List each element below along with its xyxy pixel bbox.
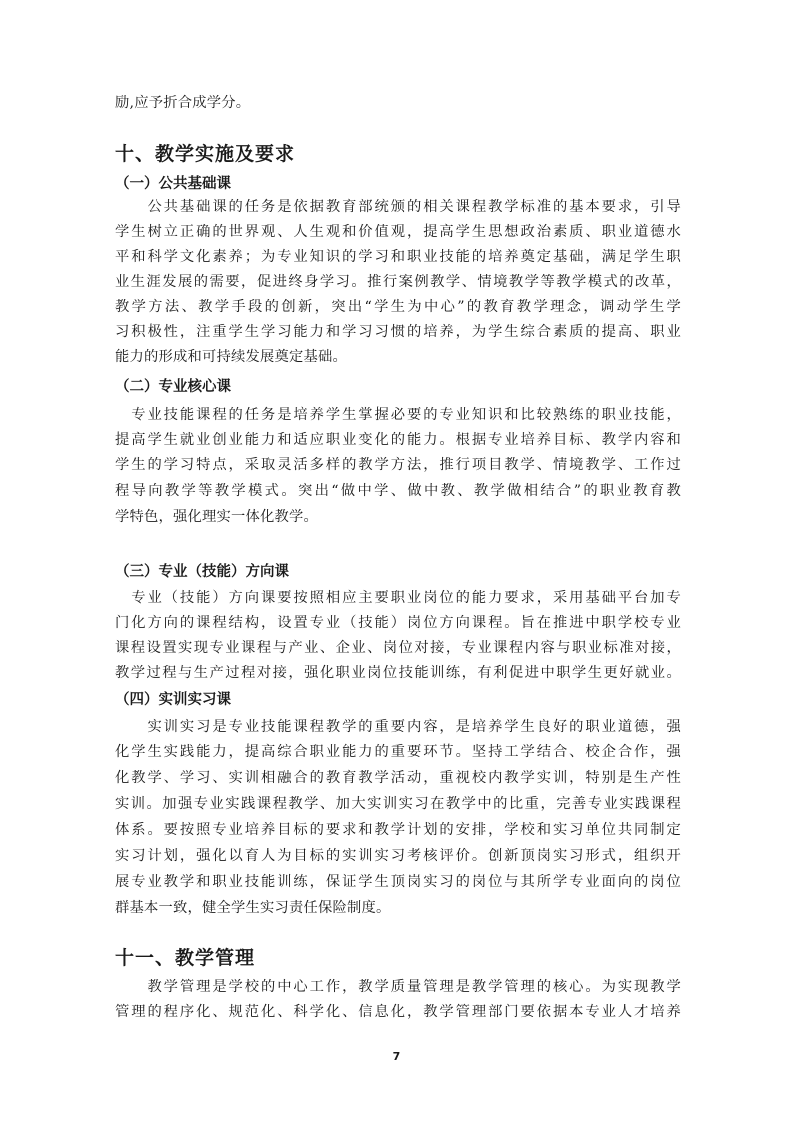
- paragraph-line: 教学方法、教学手段的创新，突出“学生为中心”的教育教学理念，调动学生学: [115, 299, 681, 315]
- paragraph-line: 教学管理是学校的中心工作，教学质量管理是教学管理的核心。为实现教学: [115, 979, 681, 995]
- paragraph-line: 提高学生就业创业能力和适应职业变化的能力。根据专业培养目标、教学内容和: [115, 432, 681, 448]
- paragraph-line: 教学过程与生产过程对接，强化职业岗位技能训练，有利促进中职学生更好就业。: [115, 665, 681, 681]
- paragraph-line: 化教学、学习、实训相融合的教育教学活动，重视校内教学实训，特别是生产性: [115, 770, 681, 786]
- paragraph-line: 业生涯发展的需要，促进终身学习。推行案例教学、情境教学等教学模式的改革，: [115, 274, 681, 290]
- paragraph-line: 实训实习是专业技能课程教学的重要内容，是培养学生良好的职业道德，强: [115, 719, 681, 735]
- paragraph-line: 专业（技能）方向课要按照相应主要职业岗位的能力要求，采用基础平台加专: [115, 590, 681, 606]
- subsection-2-heading: （二）专业核心课: [115, 379, 231, 395]
- paragraph-line: 展专业教学和职业技能训练，保证学生顶岗实习的岗位与其所学专业面向的岗位: [115, 874, 681, 890]
- paragraph-line: 实训。加强专业实践课程教学、加大实训实习在教学中的比重，完善专业实践课程: [115, 796, 681, 812]
- section-11-heading: 十一、教学管理: [115, 947, 256, 969]
- paragraph-line: 公共基础课的任务是依据教育部统颁的相关课程教学标准的基本要求，引导: [115, 199, 681, 215]
- paragraph-line: 习积极性，注重学生学习能力和学习习惯的培养，为学生综合素质的提高、职业: [115, 324, 681, 340]
- paragraph-line: 课程设置实现专业课程与产业、企业、岗位对接，专业课程内容与职业标准对接，: [115, 640, 681, 656]
- paragraph-line: 实习计划，强化以育人为目标的实训实习考核评价。创新顶岗实习形式，组织开: [115, 848, 681, 864]
- paragraph-line: 能力的形成和可持续发展奠定基础。: [115, 349, 347, 365]
- paragraph-line: 管理的程序化、规范化、科学化、信息化，教学管理部门要依据本专业人才培养: [115, 1004, 681, 1020]
- section-10-heading: 十、教学实施及要求: [115, 143, 296, 165]
- paragraph-line: 专业技能课程的任务是培养学生掌握必要的专业知识和比较熟练的职业技能，: [115, 407, 681, 423]
- paragraph-line: 学生树立正确的世界观、人生观和价值观，提高学生思想政治素质、职业道德水: [115, 224, 681, 240]
- paragraph-line: 学特色，强化理实一体化教学。: [115, 509, 318, 525]
- paragraph-line: 学生的学习特点，采取灵活多样的教学方法，推行项目教学、情境教学、工作过: [115, 457, 681, 473]
- paragraph-line: 平和科学文化素养；为专业知识的学习和职业技能的培养奠定基础，满足学生职: [115, 249, 681, 265]
- paragraph-line: 程导向教学等教学模式。突出“做中学、做中教、教学做相结合”的职业教育教: [115, 483, 681, 499]
- intro-line: 励,应予折合成学分。: [115, 95, 251, 111]
- page-number: 7: [392, 1050, 401, 1063]
- paragraph-line: 群基本一致，健全学生实习责任保险制度。: [115, 900, 391, 916]
- paragraph-line: 化学生实践能力，提高综合职业能力的重要环节。坚持工学结合、校企合作，强: [115, 744, 681, 760]
- subsection-3-heading: （三）专业（技能）方向课: [115, 564, 289, 580]
- paragraph-line: 体系。要按照专业培养目标的要求和教学计划的安排，学校和实习单位共同制定: [115, 822, 681, 838]
- subsection-1-heading: （一）公共基础课: [115, 176, 231, 192]
- subsection-4-heading: （四）实训实习课: [115, 692, 231, 708]
- paragraph-line: 门化方向的课程结构，设置专业（技能）岗位方向课程。旨在推进中职学校专业: [115, 615, 681, 631]
